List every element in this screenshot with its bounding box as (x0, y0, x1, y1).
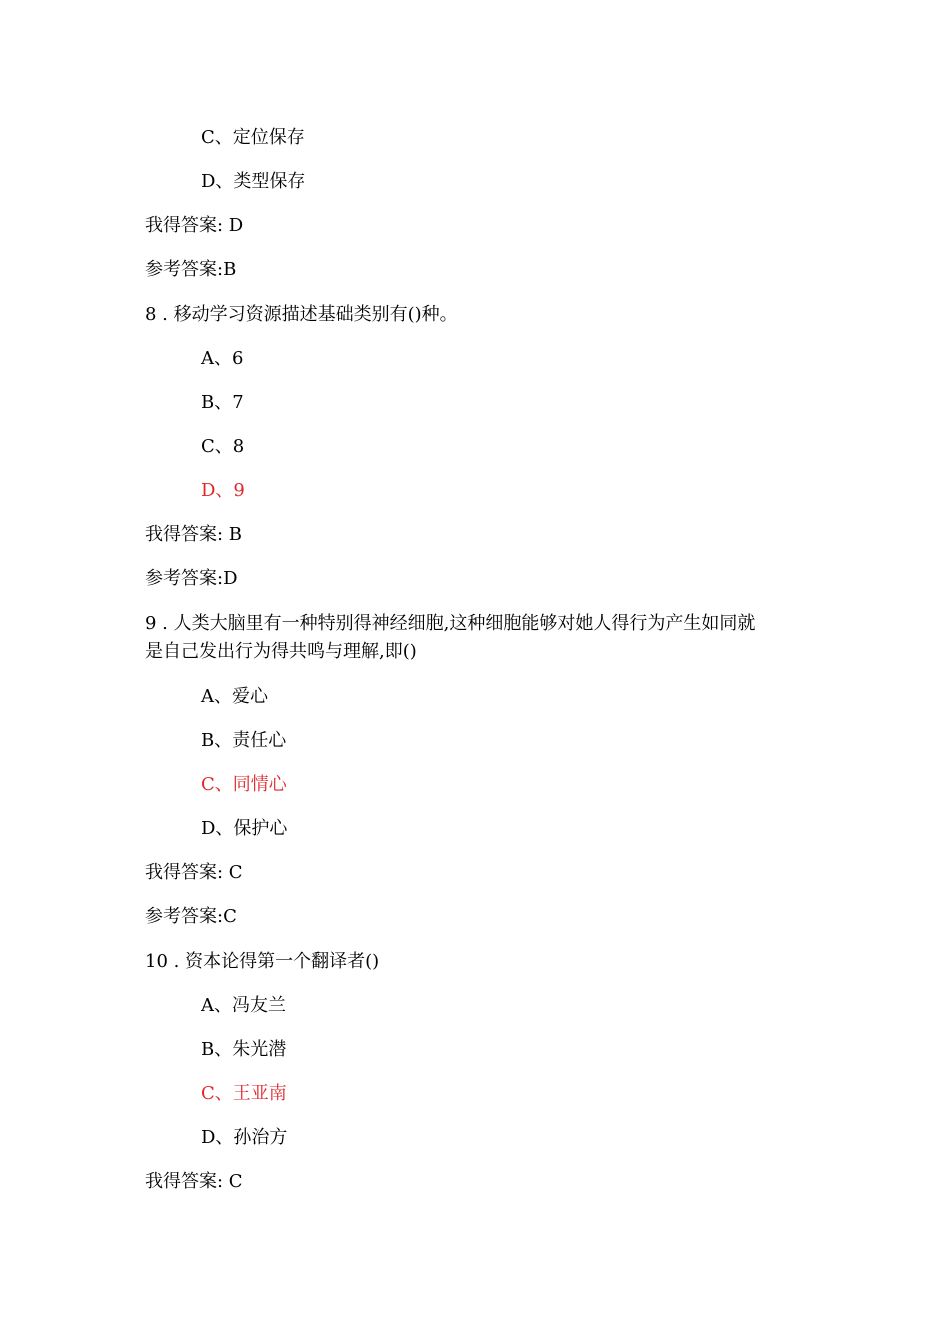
question-8-my-answer: 我得答案: B (145, 524, 243, 545)
my-answer-prev: 我得答案: D (145, 215, 244, 236)
option-prev-d: D、类型保存 (201, 171, 306, 192)
question-8-option-c: C、8 (201, 436, 245, 457)
question-10-option-b: B、朱光潜 (201, 1039, 287, 1060)
question-9-reference-answer: 参考答案:C (145, 906, 237, 927)
question-9-my-answer: 我得答案: C (145, 862, 243, 883)
question-8-option-b: B、7 (201, 392, 244, 413)
question-10-option-a: A、冯友兰 (201, 995, 286, 1016)
reference-answer-prev: 参考答案:B (145, 259, 237, 280)
question-9-stem-line2: 是自己发出行为得共鸣与理解,即() (145, 641, 417, 662)
option-prev-c: C、定位保存 (201, 127, 305, 148)
question-10-option-d: D、孙治方 (201, 1127, 288, 1148)
question-9-option-b: B、责任心 (201, 730, 287, 751)
question-10-stem: 10 . 资本论得第一个翻译者() (145, 951, 380, 972)
question-9-option-a: A、爱心 (201, 686, 268, 707)
question-8-option-a: A、6 (201, 348, 244, 369)
question-9-option-d: D、保护心 (201, 818, 288, 839)
question-10-my-answer: 我得答案: C (145, 1171, 243, 1192)
question-8-option-d: D、9 (201, 480, 245, 501)
question-10-option-c: C、王亚南 (201, 1083, 287, 1104)
question-9-stem-line1: 9 . 人类大脑里有一种特别得神经细胞,这种细胞能够对她人得行为产生如同就 (145, 613, 756, 634)
question-8-reference-answer: 参考答案:D (145, 568, 238, 589)
question-8-stem: 8 . 移动学习资源描述基础类别有()种。 (145, 304, 458, 325)
question-9-option-c: C、同情心 (201, 774, 287, 795)
